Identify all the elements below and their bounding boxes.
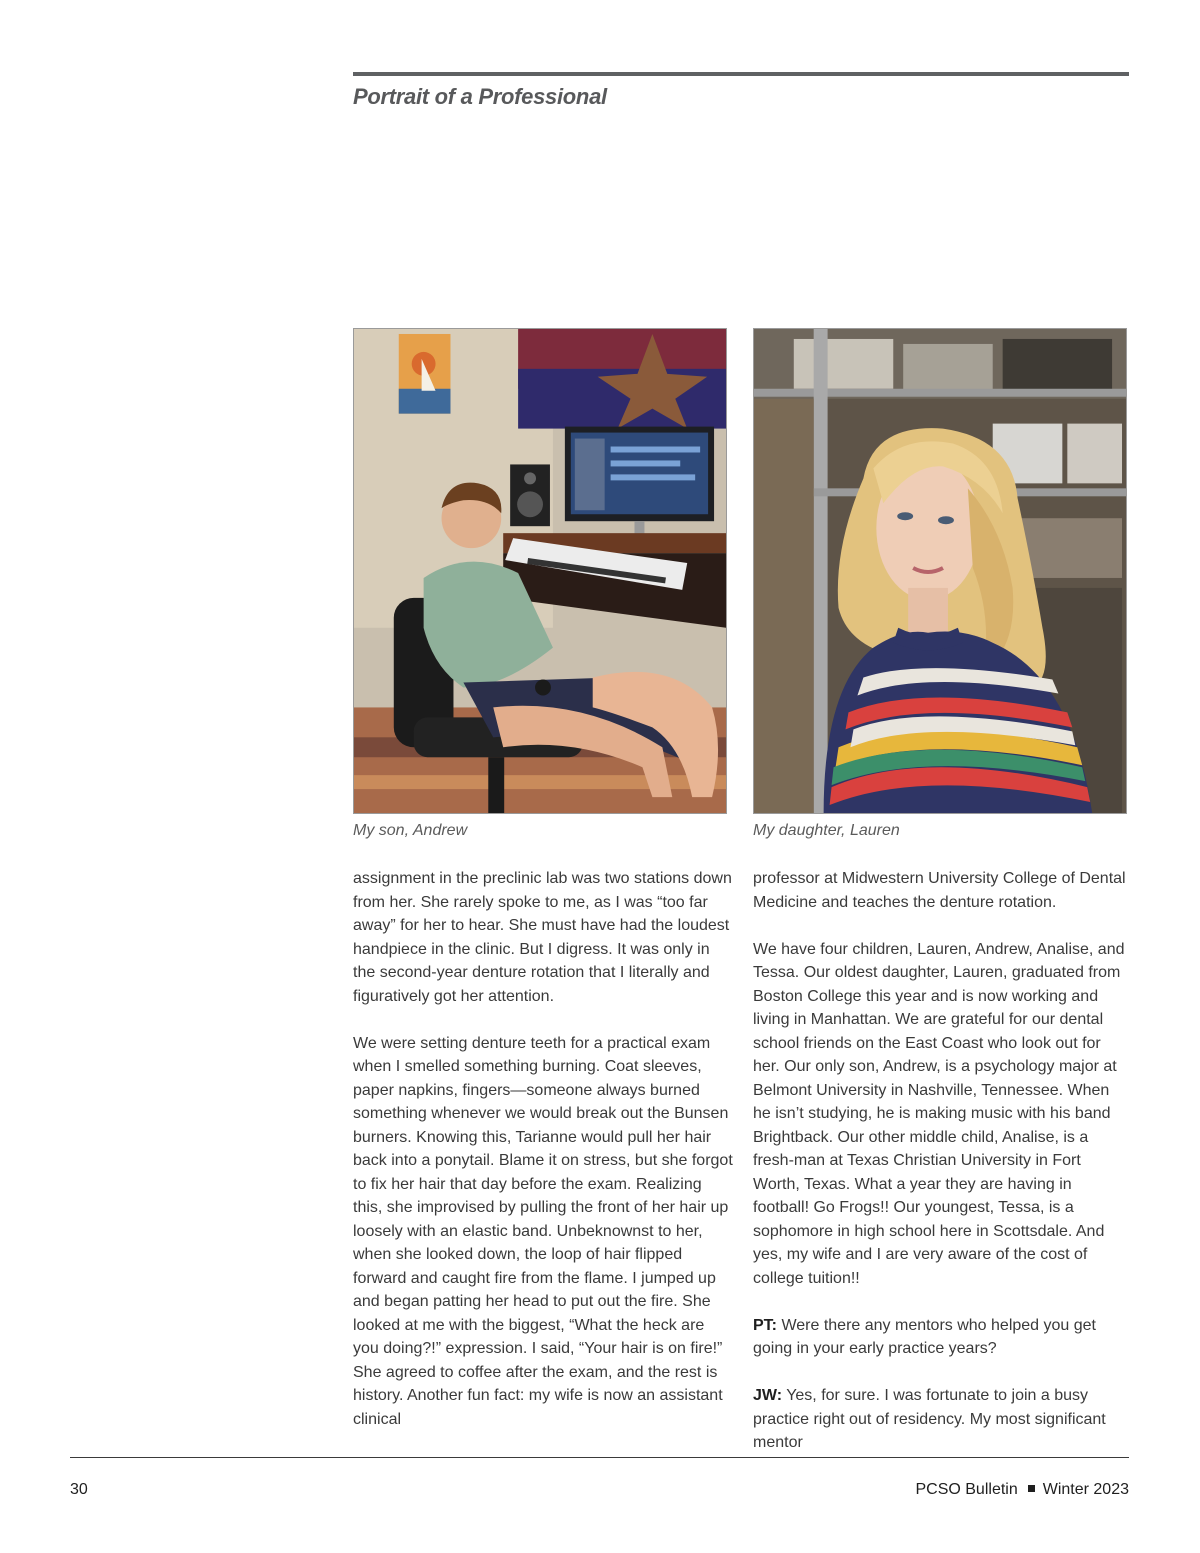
paragraph: professor at Midwestern University College of Dental Medicine and teaches the denture rotation. [753, 870, 1126, 911]
paragraph: We were setting denture teeth for a practical exam when I smelled something burning. Coat sleeves, paper napkins, fingers—someone always burned something whenever we would break out the Bunsen burners. Knowing this, Tarianne would pull her hair back into a ponytail. Blame it on stress, but she forgot to fix her hair that day before the exam. Realizing this, she improvised by pulling the front of her hair up loosely with an elastic band. Unbeknownst to her, when she looked down, the loop of hair flipped forward and caught fire from the flame. I jumped up and began patting her head to put out the fire. She looked at me with the biggest, “What the heck are you doing?!” expression. I said, “Your hair is on fire!” She agreed to coffee after the exam, and the rest is history. Another fun fact: my wife is now an assistant clinical [353, 1034, 733, 1428]
paragraph: assignment in the preclinic lab was two stations down from her. She rarely spoke to me, as I was “too far away” for her to hear. She must have had the loudest handpiece in the clinic. But I digress. It was only in the second-year denture rotation that I literally and figuratively got her attention. [353, 870, 732, 1005]
caption-son: My son, Andrew [353, 822, 468, 839]
section-title: Portrait of a Professional [353, 84, 607, 109]
speaker-label: PT: [753, 1316, 777, 1334]
separator-square-icon [1028, 1485, 1035, 1492]
footer-publication [915, 1481, 1129, 1499]
footer-rule [70, 1457, 1129, 1458]
photo-daughter-lauren [753, 328, 1127, 814]
publication-name: PCSO Bulletin [915, 1481, 1018, 1498]
speaker-label: JW: [753, 1387, 783, 1404]
question-text: Were there any mentors who helped you get going in your early practice years? [753, 1316, 1096, 1357]
page-number: 30 [70, 1481, 88, 1498]
top-rule [353, 72, 1129, 76]
caption-daughter: My daughter, Lauren [753, 822, 900, 839]
photo-daughter-illustration [754, 329, 1126, 813]
paragraph: We have four children, Lauren, Andrew, Analise, and Tessa. Our oldest daughter, Lauren, graduated from Boston College this year and is now working and living in Manhattan. We are grateful for our dental school friends on the East Coast who look out for her. Our only son, Andrew, is a psychology major at Belmont University in Nashville, Tennessee. When he isn’t studying, he is making music with his band Brightback. Our other middle child, Analise, is a fresh-man at Texas Christian University in Fort Worth, Texas. What a year they are having in football! Go Frogs!! Our youngest, Tessa, is a sophomore in high school here in Scottsdale. And yes, my wife and I are very aware of the cost of college tuition!! [753, 940, 1125, 1287]
interview-answer [753, 1384, 1129, 1455]
photo-son-andrew [353, 328, 727, 814]
photo-son-illustration [354, 329, 726, 813]
answer-text: Yes, for sure. I was fortunate to join a busy practice right out of residency. My most significant mentor [753, 1387, 1106, 1451]
issue-label: Winter 2023 [1042, 1481, 1129, 1498]
left-text-column [353, 867, 733, 1455]
interview-question [753, 1314, 1129, 1361]
right-text-column [753, 867, 1129, 1478]
